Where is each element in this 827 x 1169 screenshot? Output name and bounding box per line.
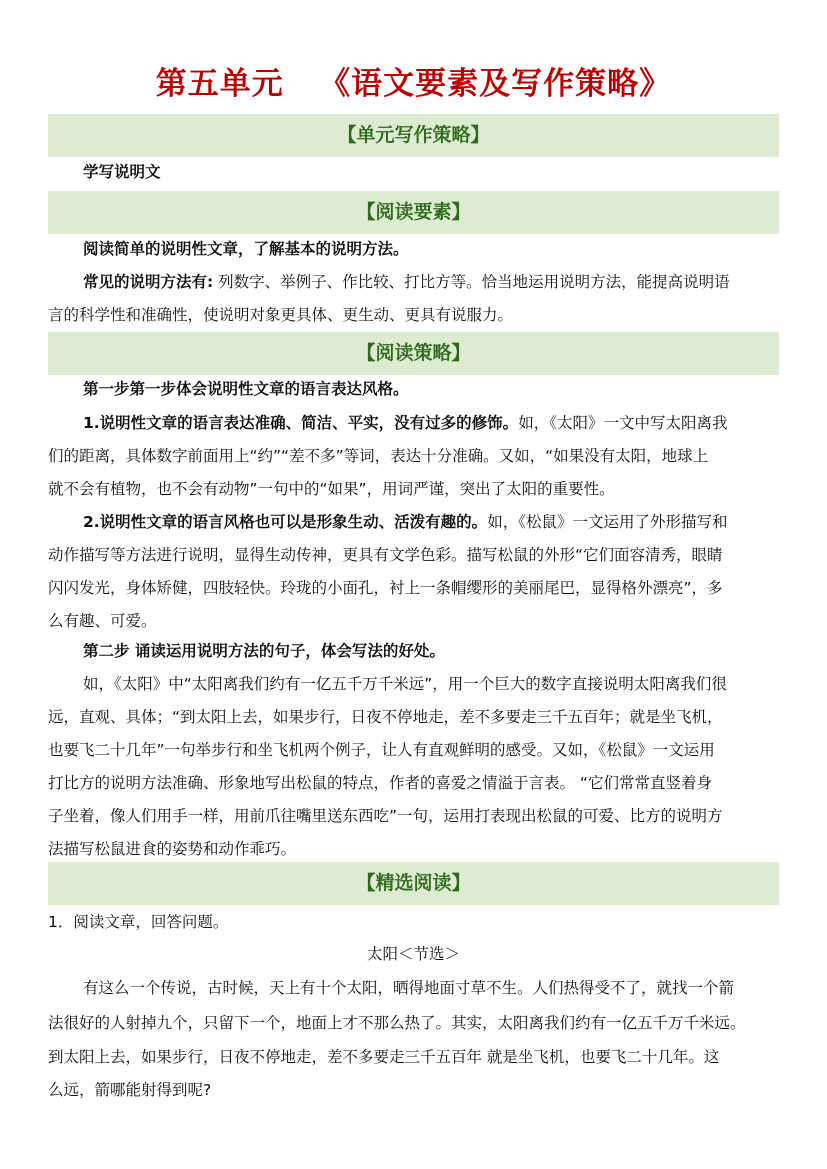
strategy-paragraph-3-line-5: 子坐着，像人们用手一样，用前爪往嘴里送东西吃”一句，运用打表现出松鼠的可爱、比方的说明方 [48, 807, 723, 825]
elements-paragraph-1: 阅读简单的说明性文章，了解基本的说明方法。 [83, 240, 409, 258]
strategy-paragraph-3-line-1: 如，《太阳》中“太阳离我们约有一亿五千万千米远”，用一个巨大的数字直接说明太阳离我们很 [83, 675, 727, 693]
section-band-reading-elements: 【阅读要素】 [48, 191, 779, 234]
strategy-step-2: 第二步 诵读运用说明方法的句子，体会写法的好处。 [83, 642, 445, 660]
article-title: 太阳＜节选＞ [366, 945, 460, 963]
strategy-paragraph-1-lead: 1.说明性文章的语言表达准确、简洁、平实，没有过多的修饰。 [83, 414, 519, 432]
strategy-paragraph-3-line-3: 也要飞二十几年”一句举步行和坐飞机两个例子，让人有直观鲜明的感受。又如，《松鼠》一文运用 [48, 741, 715, 759]
strategy-paragraph-1-line-3: 就不会有植物，也不会有动物”一句中的“如果”，用词严谨，突出了太阳的重要性。 [48, 480, 615, 498]
article-line-3: 到太阳上去，如果步行，日夜不停地走，差不多要走三千五百年 就是坐飞机，也要飞二十几年。这 [48, 1048, 720, 1066]
strategy-paragraph-2-line-4: 么有趣、可爱。 [48, 612, 157, 630]
strategy-paragraph-3-line-4: 打比方的说明方法准确、形象地写出松鼠的特点，作者的喜爱之情溢于言表。 “它们常常直竖着身 [48, 774, 712, 792]
section-band-selected-reading: 【精选阅读】 [48, 862, 779, 905]
article-line-1: 有这么一个传说，古时候，天上有十个太阳，晒得地面寸草不生。人们热得受不了，就找一个箭 [83, 979, 735, 997]
elements-paragraph-2-lead: 常见的说明方法有: [83, 273, 214, 291]
article-line-2: 法很好的人射掉九个，只留下一个，地面上才不那么热了。其实，太阳离我们约有一亿五千万千米远。 [48, 1014, 746, 1032]
strategy-paragraph-1-text: 如，《太阳》一文中写太阳离我 [518, 414, 728, 432]
page-title: 第五单元 《语文要素及写作策略》 [155, 66, 672, 102]
section-band-writing-strategy: 【单元写作策略】 [48, 114, 779, 157]
strategy-step-1: 第一步第一步体会说明性文章的语言表达风格。 [83, 380, 409, 398]
strategy-paragraph-2-lead: 2.说明性文章的语言风格也可以是形象生动、活泼有趣的。 [83, 513, 488, 531]
elements-paragraph-2-line-2: 言的科学性和准确性，使说明对象更具体、更生动、更具有说服力。 [48, 306, 514, 324]
elements-paragraph-2-text: 列数字、举例子、作比较、打比方等。恰当地运用说明方法，能提高说明语 [213, 273, 730, 291]
strategy-paragraph-2-line-1 [48, 511, 779, 533]
strategy-paragraph-1-line-2: 们的距离，具体数字前面用上“约”“差不多”等词，表达十分准确。又如，“如果没有太阳，地球上 [48, 447, 709, 465]
question-1: 1．阅读文章，回答问题。 [48, 913, 229, 931]
strategy-paragraph-3-line-2: 远，直观、具体；“到太阳上去，如果步行，日夜不停地走，差不多要走三千五百年；就是坐飞机， [48, 708, 723, 726]
strategy-paragraph-2-line-3: 闪闪发光，身体矫健，四肢轻快。玲珑的小面孔，衬上一条帽缨形的美丽尾巴，显得格外漂亮”，多 [48, 579, 723, 597]
strategy-paragraph-2-line-2: 动作描写等方法进行说明，显得生动传神，更具有文学色彩。描写松鼠的外形“它们面容清秀，眼睛 [48, 546, 723, 564]
writing-strategy-text: 学写说明文 [83, 163, 161, 181]
article-line-4: 么远，箭哪能射得到呢? [48, 1081, 212, 1099]
strategy-paragraph-2-text: 如，《松鼠》一文运用了外形描写和 [487, 513, 728, 531]
section-band-reading-strategy: 【阅读策略】 [48, 332, 779, 375]
strategy-paragraph-3-line-6: 法描写松鼠进食的姿势和动作乖巧。 [48, 840, 297, 858]
strategy-paragraph-1-line-1 [48, 412, 779, 434]
elements-paragraph-2-line-1 [48, 271, 779, 293]
